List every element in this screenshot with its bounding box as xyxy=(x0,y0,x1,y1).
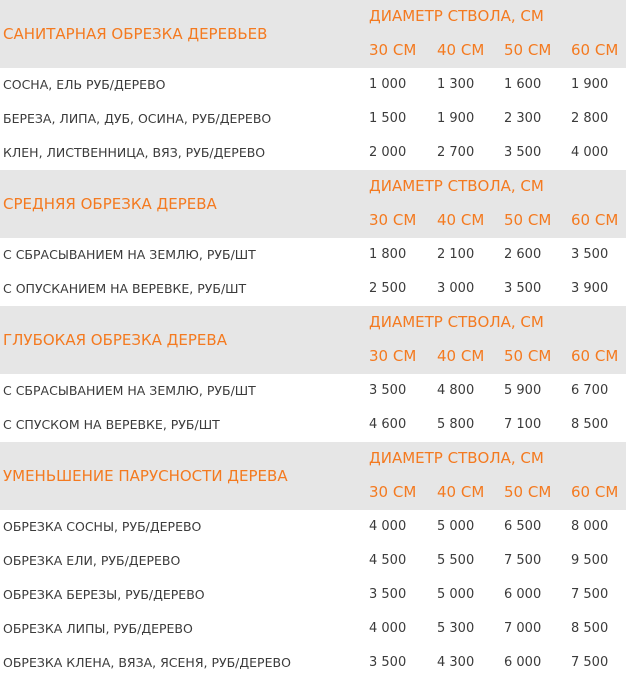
price-cell: 4 800 xyxy=(437,383,475,398)
size-label-60: 60 СМ xyxy=(571,483,619,501)
price-cell: 1 500 xyxy=(369,111,407,126)
price-cell: 6 700 xyxy=(571,383,609,398)
size-label-30: 30 СМ xyxy=(369,211,417,229)
price-cell: 3 000 xyxy=(437,281,475,296)
price-cell: 8 500 xyxy=(571,621,609,636)
diameter-label: ДИАМЕТР СТВОЛА, СМ xyxy=(369,7,544,25)
price-cell: 6 500 xyxy=(504,519,542,534)
price-cell: 5 500 xyxy=(437,553,475,568)
price-cell: 3 500 xyxy=(369,655,407,670)
price-cell: 3 500 xyxy=(369,383,407,398)
table-row xyxy=(0,510,626,544)
row-label: ОБРЕЗКА КЛЕНА, ВЯЗА, ЯСЕНЯ, РУБ/ДЕРЕВО xyxy=(3,655,291,670)
price-cell: 4 000 xyxy=(571,145,609,160)
price-cell: 4 500 xyxy=(369,553,407,568)
row-label: ОБРЕЗКА ЕЛИ, РУБ/ДЕРЕВО xyxy=(3,553,181,568)
price-cell: 1 900 xyxy=(571,77,609,92)
price-cell: 7 100 xyxy=(504,417,542,432)
size-label-40: 40 СМ xyxy=(437,347,485,365)
size-label-50: 50 СМ xyxy=(504,211,552,229)
price-cell: 1 900 xyxy=(437,111,475,126)
table-row xyxy=(0,646,626,680)
price-cell: 4 300 xyxy=(437,655,475,670)
price-cell: 8 000 xyxy=(571,519,609,534)
size-label-40: 40 СМ xyxy=(437,41,485,59)
price-cell: 4 600 xyxy=(369,417,407,432)
price-cell: 2 800 xyxy=(571,111,609,126)
price-cell: 4 000 xyxy=(369,621,407,636)
price-cell: 8 500 xyxy=(571,417,609,432)
row-label: С СБРАСЫВАНИЕМ НА ЗЕМЛЮ, РУБ/ШТ xyxy=(3,383,256,398)
size-label-50: 50 СМ xyxy=(504,347,552,365)
table-row xyxy=(0,136,626,170)
size-label-60: 60 СМ xyxy=(571,347,619,365)
section-title: СРЕДНЯЯ ОБРЕЗКА ДЕРЕВА xyxy=(3,195,217,213)
section-header-sail-reduction xyxy=(0,442,626,510)
price-cell: 3 500 xyxy=(504,145,542,160)
table-row xyxy=(0,102,626,136)
price-cell: 9 500 xyxy=(571,553,609,568)
price-cell: 5 000 xyxy=(437,587,475,602)
row-label: С ОПУСКАНИЕМ НА ВЕРЕВКЕ, РУБ/ШТ xyxy=(3,281,247,296)
section-header-deep xyxy=(0,306,626,374)
row-label: КЛЕН, ЛИСТВЕННИЦА, ВЯЗ, РУБ/ДЕРЕВО xyxy=(3,145,266,160)
section-header-medium xyxy=(0,170,626,238)
size-label-40: 40 СМ xyxy=(437,211,485,229)
price-cell: 2 100 xyxy=(437,247,475,262)
price-cell: 2 600 xyxy=(504,247,542,262)
price-cell: 2 700 xyxy=(437,145,475,160)
section-title: УМЕНЬШЕНИЕ ПАРУСНОСТИ ДЕРЕВА xyxy=(3,467,288,485)
price-cell: 2 300 xyxy=(504,111,542,126)
row-label: СОСНА, ЕЛЬ РУБ/ДЕРЕВО xyxy=(3,77,166,92)
price-cell: 7 500 xyxy=(504,553,542,568)
price-cell: 3 500 xyxy=(571,247,609,262)
table-row xyxy=(0,374,626,408)
price-cell: 7 500 xyxy=(571,587,609,602)
size-label-50: 50 СМ xyxy=(504,483,552,501)
price-cell: 3 900 xyxy=(571,281,609,296)
size-label-30: 30 СМ xyxy=(369,483,417,501)
row-label: С СПУСКОМ НА ВЕРЕВКЕ, РУБ/ШТ xyxy=(3,417,220,432)
size-label-60: 60 СМ xyxy=(571,41,619,59)
price-cell: 7 000 xyxy=(504,621,542,636)
table-row xyxy=(0,408,626,442)
price-cell: 5 800 xyxy=(437,417,475,432)
table-row xyxy=(0,272,626,306)
row-label: БЕРЕЗА, ЛИПА, ДУБ, ОСИНА, РУБ/ДЕРЕВО xyxy=(3,111,272,126)
price-cell: 1 000 xyxy=(369,77,407,92)
price-cell: 3 500 xyxy=(504,281,542,296)
price-cell: 5 900 xyxy=(504,383,542,398)
price-cell: 2 500 xyxy=(369,281,407,296)
size-label-30: 30 СМ xyxy=(369,347,417,365)
section-title: ГЛУБОКАЯ ОБРЕЗКА ДЕРЕВА xyxy=(3,331,227,349)
diameter-label: ДИАМЕТР СТВОЛА, СМ xyxy=(369,177,544,195)
price-cell: 6 000 xyxy=(504,655,542,670)
table-row xyxy=(0,578,626,612)
section-title: САНИТАРНАЯ ОБРЕЗКА ДЕРЕВЬЕВ xyxy=(3,25,268,43)
price-cell: 1 300 xyxy=(437,77,475,92)
diameter-label: ДИАМЕТР СТВОЛА, СМ xyxy=(369,313,544,331)
size-label-50: 50 СМ xyxy=(504,41,552,59)
price-cell: 4 000 xyxy=(369,519,407,534)
price-cell: 1 800 xyxy=(369,247,407,262)
table-row xyxy=(0,238,626,272)
size-label-30: 30 СМ xyxy=(369,41,417,59)
row-label: ОБРЕЗКА ЛИПЫ, РУБ/ДЕРЕВО xyxy=(3,621,193,636)
table-row xyxy=(0,544,626,578)
size-label-60: 60 СМ xyxy=(571,211,619,229)
price-cell: 6 000 xyxy=(504,587,542,602)
size-label-40: 40 СМ xyxy=(437,483,485,501)
section-header-sanitary xyxy=(0,0,626,68)
price-cell: 2 000 xyxy=(369,145,407,160)
table-row xyxy=(0,68,626,102)
row-label: ОБРЕЗКА СОСНЫ, РУБ/ДЕРЕВО xyxy=(3,519,202,534)
price-cell: 5 300 xyxy=(437,621,475,636)
price-cell: 1 600 xyxy=(504,77,542,92)
diameter-label: ДИАМЕТР СТВОЛА, СМ xyxy=(369,449,544,467)
price-cell: 5 000 xyxy=(437,519,475,534)
row-label: С СБРАСЫВАНИЕМ НА ЗЕМЛЮ, РУБ/ШТ xyxy=(3,247,256,262)
row-label: ОБРЕЗКА БЕРЕЗЫ, РУБ/ДЕРЕВО xyxy=(3,587,205,602)
table-row xyxy=(0,612,626,646)
price-cell: 3 500 xyxy=(369,587,407,602)
price-cell: 7 500 xyxy=(571,655,609,670)
